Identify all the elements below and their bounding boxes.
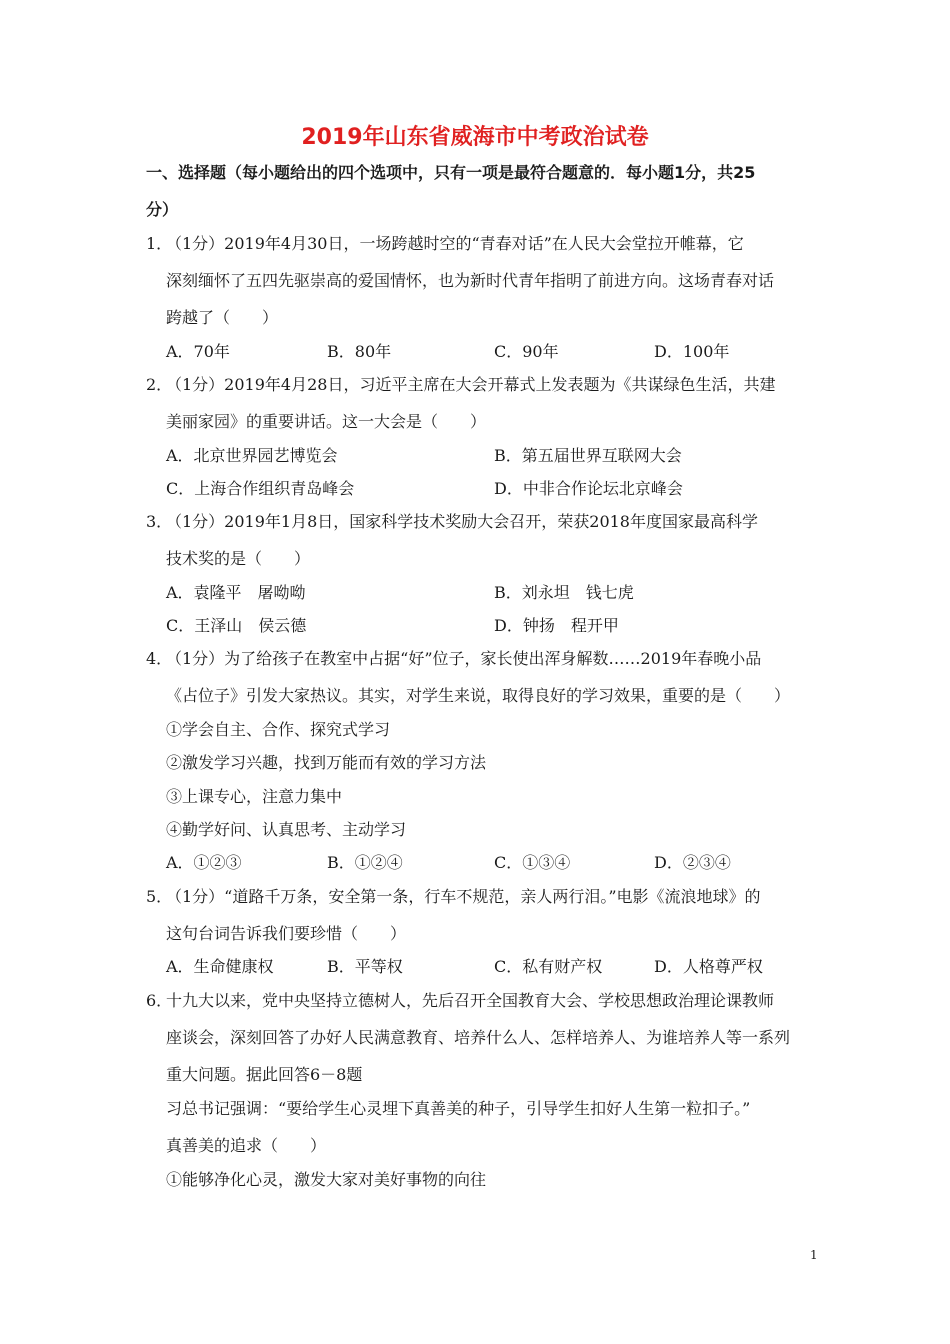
option-c: C．①③④	[494, 853, 571, 872]
option-b: B．刘永坦 钱七虎	[494, 583, 634, 602]
question-text: （1分）“道路千万条，安全第一条，行车不规范，亲人两行泪。”电影《流浪地球》的	[166, 887, 761, 906]
question-text: 真善美的追求（ ）	[166, 1136, 327, 1155]
statement: ①能够净化心灵，激发大家对美好事物的向往	[166, 1170, 487, 1189]
option-d: D．②③④	[654, 853, 731, 872]
option-a: A．①②③	[166, 853, 242, 872]
statement: ②激发学习兴趣，找到万能而有效的学习方法	[166, 753, 487, 772]
exam-title: 2019年山东省威海市中考政治试卷	[301, 125, 649, 150]
option-d: D．人格尊严权	[654, 957, 763, 976]
question-text: 深刻缅怀了五四先驱崇高的爱国情怀，也为新时代青年指明了前进方向。这场青春对话	[166, 271, 775, 290]
question-text: 重大问题。据此回答6－8题	[166, 1065, 363, 1084]
question-number: 2．	[146, 375, 173, 394]
statement: ④勤学好问、认真思考、主动学习	[166, 820, 407, 839]
page-number: 1	[810, 1248, 818, 1262]
question-text: （1分）2019年4月30日，一场跨越时空的“青春对话”在人民大会堂拉开帷幕，它	[166, 234, 744, 253]
question-text: 美丽家园》的重要讲话。这一大会是（ ）	[166, 412, 487, 431]
option-b: B．80年	[327, 342, 392, 361]
question-number: 1．	[146, 234, 173, 253]
section-heading: 一、选择题（每小题给出的四个选项中，只有一项是最符合题意的．每小题1分，共25 分）	[146, 163, 756, 219]
question-text: （1分）为了给孩子在教室中占据“好”位子，家长使出浑身解数……2019年春晚小品	[166, 649, 762, 668]
option-b: B．第五届世界互联网大会	[494, 446, 682, 465]
option-c: C．90年	[494, 342, 559, 361]
option-a: A．北京世界园艺博览会	[166, 446, 338, 465]
option-c: C．上海合作组织青岛峰会	[166, 479, 355, 498]
statement: ①学会自主、合作、探究式学习	[166, 720, 391, 739]
question-number: 3．	[146, 512, 173, 531]
option-a: A．袁隆平 屠呦呦	[166, 583, 306, 602]
option-c: C．私有财产权	[494, 957, 603, 976]
question-text: 技术奖的是（ ）	[166, 549, 311, 568]
statement: ③上课专心，注意力集中	[166, 787, 343, 806]
question-number: 4．	[146, 649, 173, 668]
option-d: D．100年	[654, 342, 730, 361]
question-text: 座谈会，深刻回答了办好人民满意教育、培养什么人、怎样培养人、为谁培养人等一系列	[166, 1028, 791, 1047]
option-d: D．钟扬 程开甲	[494, 616, 619, 635]
question-text: 跨越了（ ）	[166, 308, 279, 327]
question-text: 《占位子》引发大家热议。其实，对学生来说，取得良好的学习效果，重要的是（ ）	[166, 686, 791, 705]
question-text: 习总书记强调：“要给学生心灵埋下真善美的种子，引导学生扣好人生第一粒扣子。”	[166, 1099, 751, 1118]
option-b: B．平等权	[327, 957, 403, 976]
question-text: （1分）2019年4月28日，习近平主席在大会开幕式上发表题为《共谋绿色生活，共建	[166, 375, 776, 394]
option-b: B．①②④	[327, 853, 403, 872]
question-text: （1分）2019年1月8日，国家科学技术奖励大会召开，荣获2018年度国家最高科学	[166, 512, 758, 531]
option-d: D．中非合作论坛北京峰会	[494, 479, 683, 498]
question-number: 6．	[146, 991, 173, 1010]
question-number: 5．	[146, 887, 173, 906]
option-c: C．王泽山 侯云德	[166, 616, 307, 635]
question-text: 这句台词告诉我们要珍惜（ ）	[166, 924, 407, 943]
option-a: A．生命健康权	[166, 957, 274, 976]
question-text: 十九大以来，党中央坚持立德树人，先后召开全国教育大会、学校思想政治理论课教师	[166, 991, 775, 1010]
option-a: A．70年	[166, 342, 230, 361]
